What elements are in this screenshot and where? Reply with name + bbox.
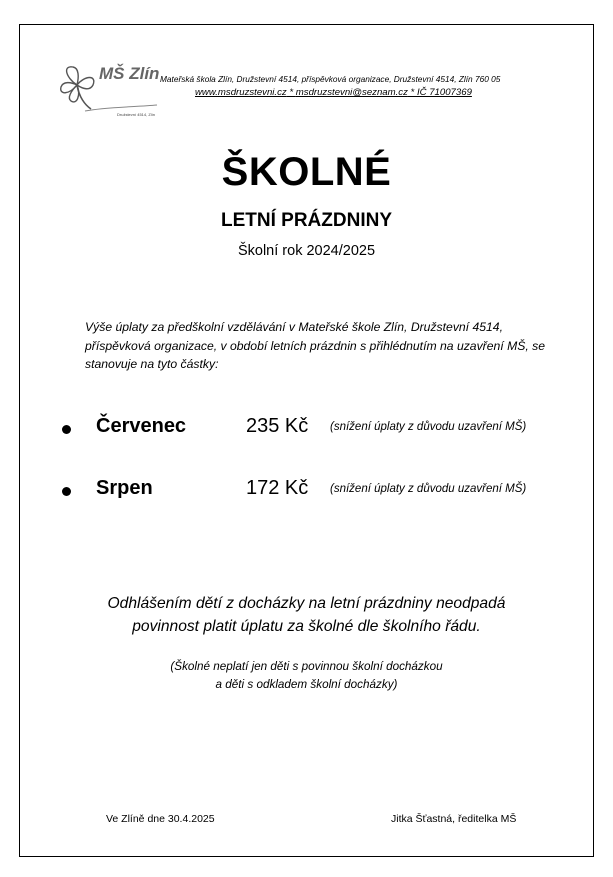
fee-amount: 235 Kč	[246, 415, 309, 437]
contact-separator: *	[286, 87, 296, 98]
fee-note: (snížení úplaty z důvodu uzavření MŠ)	[330, 483, 527, 495]
organization-line: Mateřská škola Zlín, Družstevní 4514, příspěvková organizace, Družstevní 4514, Zlín 760 05	[160, 74, 501, 84]
school-logo	[55, 55, 160, 117]
bullet-icon	[62, 487, 71, 496]
fee-month: Červenec	[96, 415, 187, 437]
exemption-note-line-2: a děti s odkladem školní docházky)	[215, 678, 398, 691]
email-link[interactable]: msdruzstevni@seznam.cz	[295, 87, 408, 98]
ico-text: * IČ 71007369	[407, 87, 472, 98]
page-subtitle: LETNÍ PRÁZDNINY	[221, 210, 392, 231]
footer-signature: Jitka Šťastná, ředitelka MŠ	[391, 813, 517, 825]
footer-date: Ve Zlíně dne 30.4.2025	[106, 813, 215, 825]
statement-line-2: povinnost platit úplatu za školné dle školního řádu.	[132, 618, 481, 635]
intro-paragraph: Výše úplaty za předškolní vzdělávání v Mateřské škole Zlín, Družstevní 4514, příspěvková organizace, v období letních prázdnin s přihlédnutím na uzavření MŠ, se stanovuje na tyto částky:	[85, 320, 545, 371]
fee-row-july	[0, 415, 613, 445]
contact-line	[195, 87, 472, 98]
logo-small-text: Družstevní 4514, Zlín	[117, 112, 156, 117]
exemption-note	[0, 658, 613, 694]
statement-line-1: Odhlášením dětí z docházky na letní prázdniny neodpadá	[107, 595, 506, 612]
clover-icon	[61, 67, 94, 109]
exemption-note-line-1: (Školné neplatí jen děti s povinnou školní docházkou	[170, 660, 443, 673]
fee-month: Srpen	[96, 477, 153, 499]
school-year: Školní rok 2024/2025	[237, 243, 376, 259]
statement	[0, 592, 613, 638]
fee-row-august	[0, 477, 613, 507]
fee-amount: 172 Kč	[246, 477, 309, 499]
logo-text-ms: MŠ Zlín	[99, 64, 160, 83]
website-link[interactable]: www.msdruzstevni.cz	[195, 87, 287, 98]
bullet-icon	[62, 425, 71, 434]
fee-note: (snížení úplaty z důvodu uzavření MŠ)	[330, 421, 527, 433]
page-title: ŠKOLNÉ	[221, 150, 392, 194]
